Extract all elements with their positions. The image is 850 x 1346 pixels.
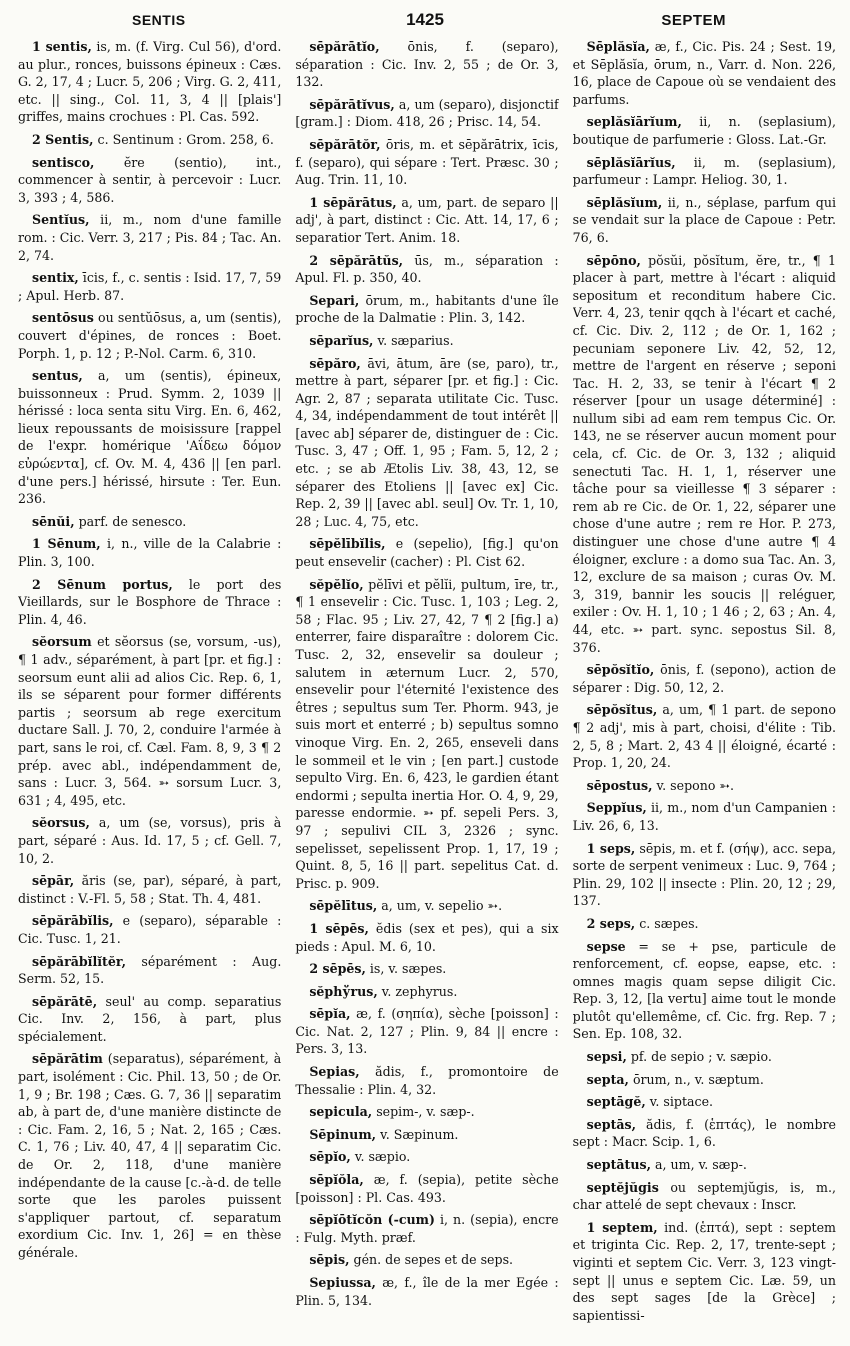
- entry-definition: i, n., ville de la Calabrie : Plin. 3, 100.: [18, 536, 282, 570]
- entry-definition: ōrum, n., v. sæptum.: [632, 1071, 764, 1087]
- dictionary-entry: [18, 993, 281, 1046]
- entry-lemma: sēplăsĭārĭus,: [586, 154, 676, 170]
- entry-lemma: 2 sēpēs,: [309, 961, 366, 977]
- entry-lemma: sēpĕlībĭlis,: [309, 536, 386, 552]
- dictionary-entry: [295, 1148, 558, 1166]
- entry-definition: a, um, v. sæp-.: [655, 1157, 747, 1173]
- entry-definition: ădis, f., promontoire de Thessalie : Plin. 4, 32.: [295, 1064, 559, 1097]
- dictionary-entry: [295, 983, 558, 1001]
- entry-lemma: sepsi,: [586, 1049, 627, 1065]
- dictionary-entry: [573, 701, 836, 771]
- dictionary-entry: [295, 1063, 558, 1098]
- entry-definition: ou septemjŭgis, is, m., char attelé de sept chevaux : Inscr.: [572, 1179, 836, 1213]
- entry-definition: is, m. (f. Virg. Cul 56), d'ord. au plur., ronces, buissons épineux : Cæs. G. 2, 17, 4 ; Lucr. 5, 206 ; Virg. G. 2, 411, etc. || sing., Col. 11, 3, 4 || [plais'] griffes, mains crochues : Pl. Cas. 592.: [18, 39, 282, 125]
- dictionary-entry: [18, 953, 281, 988]
- entry-lemma: sēnŭi,: [32, 513, 75, 529]
- entry-lemma: sentix,: [32, 270, 79, 286]
- entry-definition: ădis, f. (ἑπτάς), le nombre sept : Macr. Scip. 1, 6.: [572, 1116, 836, 1150]
- entry-lemma: sēpostus,: [586, 777, 653, 793]
- dictionary-entry: [18, 367, 281, 508]
- dictionary-entry: [573, 1116, 836, 1151]
- entry-definition: æ, f., Cic. Pis. 24 ; Sest. 19, et Sēplăsĭa, ōrum, n., Varr. d. Non. 226, 16, place de Capoue où se vendaient des parfums.: [572, 39, 836, 107]
- entry-definition: ăris (se, par), séparé, à part, distinct : V.-Fl. 5, 58 ; Stat. Th. 4, 481.: [18, 873, 282, 906]
- dictionary-entry: [573, 113, 836, 148]
- entry-lemma: sēpăro,: [309, 355, 361, 371]
- entry-definition: ii, m., nom d'un Campanien : Liv. 26, 6, 13.: [572, 800, 836, 833]
- dictionary-entry: [18, 1050, 281, 1261]
- entry-lemma: Seppĭus,: [586, 800, 647, 816]
- entry-lemma: septĕjŭgis: [586, 1179, 659, 1195]
- entry-lemma: sēparĭus,: [309, 332, 374, 348]
- entry-definition: seul' au comp. separatius Cic. Inv. 2, 156, à part, plus spécialement.: [18, 993, 282, 1044]
- entry-lemma: sentus,: [32, 368, 83, 384]
- entry-lemma: 1 sēpărātus,: [309, 194, 397, 210]
- entry-lemma: Sēpinum,: [309, 1126, 377, 1142]
- entry-definition: pŏsŭi, pŏsĭtum, ĕre, tr., ¶ 1 placer à part, mettre à l'écart : aliquid sepositum et reconditum habere Cic. Verr. 4, 23, tenir qqch à l'écart et caché, cf. Cic. Div. 2, 112 ; de Or. 1, 162 ; pecuniam seponere Liv. 42, 52, 12, mettre de l'argent en réserve ; seponi Tac. H. 2, 33, se tenir à l'écart ¶ 2 réserver [pour un usage déterminé] : nullum sibi ad eam rem tempus Cic. Or. 143, ne se réserver aucun moment pour cela, cf. Cic. de Or. 3, 132 ; aliquid senectuti Tac. H. 1, 1, réserver une tâche pour sa vieillesse ¶ 3 séparer : rem ab re Cic. de Or. 1, 22, séparer une chose d'une autre ; rem re Hor. P. 273, distinguer une chose d'une autre ¶ 4 éloigner, exclure : a domo sua Tac. An. 3, 12, exclure de sa maison ; curas Ov. M. 3, 319, bannir les soucis || reléguer, exiler : Ov. H. 1, 10 ; 1 46 ; 2, 63 ; An. 4, 44, etc. ➳ part. sync. sepostus Sil. 8, 376.: [572, 252, 836, 655]
- entry-lemma: 2 seps,: [586, 915, 636, 931]
- dictionary-entry: [573, 1179, 836, 1214]
- entry-definition: a, um (separo), disjonctif [gram.] : Diom. 418, 26 ; Prisc. 14, 54.: [295, 96, 559, 130]
- entry-definition: īcis, f., c. sentis : Isid. 17, 7, 59 ; Apul. Herb. 87.: [18, 270, 282, 303]
- entry-lemma: sĕphўrus,: [309, 983, 378, 999]
- dictionary-entry: [573, 799, 836, 834]
- dictionary-entry: [18, 269, 281, 304]
- dictionary-entry: [295, 355, 558, 531]
- entry-definition: ūs, m., séparation : Apul. Fl. p. 350, 40.: [295, 252, 559, 286]
- dictionary-entry: [295, 1251, 558, 1269]
- entry-definition: ĕdis (sex et pes), qui a six pieds : Apul. M. 6, 10.: [295, 920, 559, 954]
- entry-lemma: seplăsĭārĭum,: [586, 114, 682, 130]
- dictionary-entry: [295, 1211, 558, 1246]
- entry-definition: pĕlīvi et pĕlĭi, pultum, īre, tr., ¶ 1 ensevelir : Cic. Tusc. 1, 103 ; Leg. 2, 58 ; Flac. 95 ; Liv. 27, 42, 7 ¶ 2 [fig.] a) enterrer, faire disparaître : dolorem Cic. Tusc. 2, 32, ensevelir sa douleur ; salutem in æternum Lucr. 2, 570, ensevelir pour l'éternité l'existence des êtres ; sepultus sum Ter. Phorm. 943, je suis mort et enterré ; b) sepultus somno vinoque Virg. En. 2, 265, enseveli dans le sommeil et le vin ; [en part.] custode sepulto Virg. En. 6, 423, le gardien étant endormi ; sepulta inertia Hor. O. 4, 9, 29, paresse endormie. ➳ pf. sepeli Pers. 3, 97 ; sepulivi CIL 3, 2326 ; sync. sepelisset, sepelissent Prop. 1, 17, 19 ; Quint. 8, 5, 16 || part. sepelitus Cat. d. Prisc. p. 909.: [295, 576, 559, 891]
- entry-definition: le port des Vieillards, sur le Bosphore de Thrace : Plin. 4, 46.: [18, 576, 282, 627]
- dictionary-entry: [295, 38, 558, 91]
- entry-lemma: sēpĕlītus,: [309, 898, 378, 914]
- entry-definition: c. sæpes.: [639, 915, 699, 931]
- dictionary-entry: [295, 1171, 558, 1206]
- entry-definition: a, um (sentis), épineux, buissonneux : Prud. Symm. 2, 1039 || hérissé : loca senta situ Virg. En. 6, 462, lieux repoussants de moisissure [rappel de l'expr. homérique 'Αΐδεω δόμον εὐρώεντα], cf. Ov. M. 4, 436 || [en parl. d'une pers.] hérissé, hirsute : Ter. Eun. 236.: [18, 368, 282, 507]
- column-1: [18, 38, 281, 1340]
- entry-definition: ōnis, f. (sepono), action de séparer : Dig. 50, 12, 2.: [572, 662, 836, 695]
- entry-definition: ind. (ἑπτά), sept : septem et triginta Cic. Rep. 2, 17, trente-sept ; viginti et septem Cic. Verr. 3, 123 vingt-sept || unus e septem Cic. Læ. 59, un des sept sages [de la Grèce] ; sapientissi-: [572, 1219, 836, 1323]
- dictionary-entry: [295, 194, 558, 247]
- entry-lemma: sentisco,: [32, 154, 95, 170]
- dictionary-entry: [573, 252, 836, 657]
- entry-definition: v. sæparius.: [377, 332, 454, 348]
- dictionary-entry: [18, 513, 281, 531]
- entry-definition: ōrum, m., habitants d'une île proche de la Dalmatie : Plin. 3, 142.: [295, 292, 559, 326]
- entry-definition: i, n. (sepia), encre : Fulg. Myth. præf.: [295, 1212, 559, 1245]
- entry-lemma: 1 sēpēs,: [309, 920, 369, 936]
- entry-definition: = se + pse, particule de renforcement, cf. eopse, eapse, etc. : omnes magis quam sepse diligit Cic. Rep. 3, 12, [la vertu] aime tout le monde plutôt qu'ellemême, cf. Cic. frg. Rep. 7 ; Sen. Ep. 108, 32.: [572, 938, 836, 1042]
- entry-definition: e (sepelio), [fig.] qu'on peut ensevelir (cacher) : Pl. Cist 62.: [295, 536, 559, 570]
- dictionary-entry: [573, 840, 836, 910]
- entry-lemma: 2 Sentis,: [32, 131, 94, 147]
- entry-lemma: sĕorsus,: [32, 815, 90, 831]
- entry-definition: ōris, m. et sēpărātrix, īcis, f. (separo), qui sépare : Tert. Præsc. 30 ; Aug. Trin. 11, 10.: [295, 136, 559, 188]
- entry-lemma: 1 sentis,: [32, 39, 92, 54]
- entry-definition: ii, n. (seplasium), boutique de parfumerie : Gloss. Lat.-Gr.: [572, 114, 836, 147]
- dictionary-entry: [18, 872, 281, 907]
- entry-definition: v. sepono ➳.: [656, 777, 734, 793]
- entry-definition: a, um (se, vorsus), pris à part, séparé : Aus. Id. 17, 5 ; cf. Gell. 7, 10, 2.: [18, 815, 282, 866]
- entry-definition: a, um, ¶ 1 part. de sepono ¶ 2 adj', mis à part, choisi, d'élite : Tib. 2, 5, 8 ; Mart. 2, 43 4 || éloigné, écarté : Prop. 1, 20, 24.: [572, 702, 836, 771]
- entry-definition: e (separo), séparable : Cic. Tusc. 1, 21.: [18, 913, 282, 946]
- column-3: [573, 38, 836, 1340]
- entry-lemma: sepicula,: [309, 1104, 373, 1120]
- entry-definition: is, v. sæpes.: [369, 961, 447, 977]
- dictionary-entry: [573, 777, 836, 795]
- dictionary-entry: [295, 96, 558, 131]
- dictionary-entry: [18, 211, 281, 264]
- entry-definition: gén. de sepes et de seps.: [353, 1252, 514, 1268]
- entry-definition: c. Sentinum : Grom. 258, 6.: [97, 131, 274, 147]
- entry-definition: pf. de sepio ; v. sæpio.: [630, 1049, 772, 1065]
- entry-lemma: sentōsus: [32, 310, 94, 326]
- entry-lemma: sĕorsum: [32, 634, 92, 650]
- entry-definition: ĕre (sentio), int., commencer à sentir, à percevoir : Lucr. 3, 393 ; 4, 586.: [18, 154, 282, 205]
- dictionary-entry: [573, 661, 836, 696]
- entry-lemma: sēpĭōtĭcŏn (-cum): [309, 1212, 435, 1228]
- entry-lemma: sēpĭo,: [309, 1149, 351, 1165]
- dictionary-entry: [18, 912, 281, 947]
- entry-lemma: Sepiussa,: [309, 1275, 376, 1290]
- entry-lemma: sēpis,: [309, 1252, 350, 1268]
- entry-lemma: sēpărābĭlis,: [32, 913, 114, 929]
- entry-lemma: 1 septem,: [586, 1219, 658, 1235]
- dictionary-entry: [295, 897, 558, 915]
- dictionary-entry: [18, 154, 281, 207]
- entry-definition: v. Sæpinum.: [380, 1126, 459, 1142]
- entry-definition: sepim-, v. sæp-.: [376, 1104, 475, 1120]
- dictionary-entry: [295, 252, 558, 287]
- dictionary-entry: [18, 309, 281, 362]
- columns: [18, 38, 836, 1340]
- dictionary-entry: [295, 960, 558, 978]
- dictionary-entry: [295, 332, 558, 350]
- dictionary-entry: [573, 1093, 836, 1111]
- entry-lemma: sēpĭa,: [309, 1006, 351, 1022]
- header-right-guideword: SEPTEM: [661, 12, 726, 29]
- dictionary-entry: [573, 1071, 836, 1089]
- dictionary-entry: [18, 633, 281, 809]
- entry-lemma: sēplăsĭum,: [586, 194, 663, 210]
- entry-lemma: Sepias,: [309, 1064, 360, 1080]
- entry-definition: æ, f., île de la mer Egée : Plin. 5, 134.: [295, 1275, 559, 1308]
- dictionary-entry: [573, 194, 836, 247]
- dictionary-entry: [573, 1156, 836, 1174]
- entry-lemma: sēpărātŏr,: [309, 136, 381, 152]
- entry-lemma: sepse: [586, 938, 626, 954]
- dictionary-entry: [295, 535, 558, 570]
- entry-definition: séparément : Aug. Serm. 52, 15.: [18, 953, 282, 987]
- entry-lemma: Separi,: [309, 292, 360, 308]
- entry-definition: sēpis, m. et f. (σήψ), acc. sepa, sorte de serpent venimeux : Luc. 9, 764 ; Plin. 29, 102 || insecte : Plin. 20, 12 ; 29, 137.: [572, 840, 836, 909]
- entry-lemma: 2 sēpărātŭs,: [309, 252, 404, 268]
- entry-lemma: sēpār,: [32, 873, 75, 889]
- entry-lemma: sĕpĕlĭo,: [309, 576, 364, 592]
- dictionary-entry: [295, 1103, 558, 1121]
- entry-lemma: 2 Sēnum portus,: [32, 576, 173, 592]
- dictionary-entry: [18, 131, 281, 149]
- dictionary-entry: [18, 576, 281, 629]
- dictionary-entry: [573, 1048, 836, 1066]
- dictionary-entry: [295, 576, 558, 893]
- entry-lemma: septa,: [586, 1071, 629, 1087]
- dictionary-entry: [18, 38, 281, 126]
- column-2: [295, 38, 558, 1340]
- dictionary-entry: [295, 1005, 558, 1058]
- entry-definition: ii, m., nom d'une famille rom. : Cic. Verr. 3, 217 ; Pis. 84 ; Tac. An. 2, 74.: [18, 212, 282, 263]
- page-header: [24, 8, 826, 34]
- entry-definition: et sĕorsus (se, vorsum, -us), ¶ 1 adv., séparément, à part [pr. et fig.] : seorsum eunt alii ad alios Cic. Rep. 6, 1, ils se séparent pour former différents partis ; seorsum ab rege exercitum ductare Sall. J. 70, 2, conduire l'armée à part, sans le roi, cf. Cæl. Fam. 8, 9, 3 ¶ 2 prép. avec abl., indépendamment de, sans : Lucr. 3, 564. ➳ sorsum Lucr. 3, 631 ; 4, 495, etc.: [18, 634, 282, 808]
- entry-lemma: Sentĭus,: [32, 212, 90, 228]
- entry-lemma: sēpărātĭo,: [309, 39, 380, 54]
- dictionary-entry: [295, 136, 558, 189]
- entry-definition: ii, n., séplase, parfum qui se vendait sur la place de Capoue : Petr. 76, 6.: [572, 194, 836, 245]
- entry-definition: v. sæpio.: [354, 1149, 411, 1165]
- page-number: 1425: [406, 10, 444, 29]
- dictionary-entry: [295, 920, 558, 955]
- entry-lemma: sēpōno,: [586, 252, 641, 268]
- entry-definition: āvi, ātum, āre (se, paro), tr., mettre à part, séparer [pr. et fig.] : Cic. Agr. 2, 87 ; separata utilitate Cic. Tusc. 4, 34, indépendamment de tout intérêt || [avec ab] séparer de, distinguer de : Cic. Tusc. 3, 47 ; Off. 1, 95 ; Fam. 5, 12, 2 ; etc. ; se ab Ætolis Liv. 38, 43, 12, se séparer des Etoliens || [avec ex] Cic. Rep. 2, 39 || [avec abl. seul] Ov. Tr. 1, 10, 28 ; Luc. 4, 75, etc.: [295, 355, 559, 529]
- entry-definition: parf. de senesco.: [78, 513, 187, 529]
- entry-definition: ii, m. (seplasium), parfumeur : Lampr. Heliog. 30, 1.: [572, 154, 836, 188]
- dictionary-entry: [18, 535, 281, 570]
- dictionary-entry: [573, 915, 836, 933]
- dictionary-entry: [573, 154, 836, 189]
- entry-definition: a, um, v. sepelio ➳.: [381, 898, 503, 914]
- entry-definition: (separatus), séparément, à part, isolément : Cic. Phil. 13, 50 ; de Or. 1, 9 ; Br. 198 ; Cæs. G. 7, 36 || separatim ab, à part de, d'une manière distincte de : Cic. Fam. 2, 16, 5 ; Nat. 2, 165 ; Cæs. C. 1, 76 ; Liv. 40, 47, 4 || separatim Cic. de Or. 2, 118, d'une manière indépendante de la cause [c.-à-d. de telle sorte que les paroles puissent s'appliquer partout, cf. separatum exordium Cic. Inv. 1, 26] = en thèse générale.: [18, 1051, 282, 1260]
- entry-lemma: sēpărātĭvus,: [309, 96, 395, 112]
- entry-lemma: septātus,: [586, 1157, 651, 1173]
- entry-definition: æ, f. (σηπία), sèche [poisson] : Cic. Nat. 2, 127 ; Plin. 9, 84 || encre : Pers. 3, 13.: [295, 1006, 559, 1057]
- entry-lemma: sēpărābĭlĭtĕr,: [32, 953, 126, 969]
- entry-lemma: sēpărātim: [32, 1051, 103, 1067]
- entry-definition: v. siptace.: [649, 1094, 714, 1110]
- entry-lemma: Sēplăsĭa,: [586, 39, 650, 54]
- dictionary-entry: [573, 1219, 836, 1325]
- entry-definition: v. zephyrus.: [381, 983, 458, 999]
- dictionary-entry: [295, 292, 558, 327]
- header-left-guideword: SENTIS: [132, 12, 186, 28]
- dictionary-entry: [573, 38, 836, 108]
- entry-definition: a, um, part. de separo || adj', à part, distinct : Cic. Att. 14, 17, 6 ; separatior Tert. Anim. 18.: [295, 194, 559, 245]
- entry-definition: æ, f. (sepia), petite sèche [poisson] : Pl. Cas. 493.: [295, 1172, 559, 1205]
- entry-lemma: sēpĭŏla,: [309, 1172, 364, 1188]
- dictionary-entry: [295, 1274, 558, 1309]
- entry-lemma: sēpŏsĭtĭo,: [586, 662, 655, 678]
- entry-lemma: sēpărātē,: [32, 993, 98, 1009]
- entry-lemma: sēpŏsĭtus,: [586, 702, 658, 718]
- entry-lemma: septāgĕ,: [586, 1094, 646, 1110]
- entry-definition: ou sentŭōsus, a, um (sentis), couvert d'épines, de ronces : Boet. Porph. 1, p. 12 ; P.-Nol. Carm. 6, 310.: [18, 310, 282, 361]
- entry-lemma: 1 Sēnum,: [32, 536, 101, 552]
- dictionary-entry: [573, 938, 836, 1044]
- entry-lemma: septās,: [586, 1116, 637, 1132]
- entry-lemma: 1 seps,: [586, 840, 636, 856]
- entry-definition: ōnis, f. (separo), séparation : Cic. Inv. 2, 55 ; de Or. 3, 132.: [295, 39, 559, 90]
- dictionary-entry: [18, 814, 281, 867]
- dictionary-entry: [295, 1126, 558, 1144]
